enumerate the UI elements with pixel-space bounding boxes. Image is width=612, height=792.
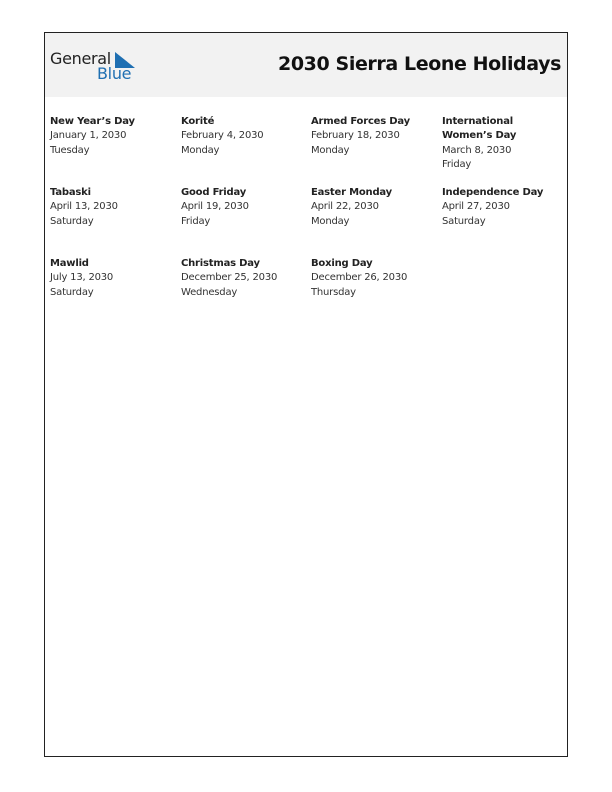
holiday-weekday: Monday bbox=[311, 215, 350, 227]
holiday-name: Tabaski bbox=[50, 187, 91, 198]
holiday-name: Korité bbox=[181, 116, 215, 127]
holiday-date: April 27, 2030 bbox=[442, 201, 510, 213]
holiday-item bbox=[311, 115, 435, 158]
holiday-item bbox=[50, 115, 174, 158]
holiday-date: February 4, 2030 bbox=[181, 130, 264, 142]
holiday-weekday: Saturday bbox=[442, 215, 486, 227]
holiday-name: Independence Day bbox=[442, 187, 544, 198]
holiday-date: April 19, 2030 bbox=[181, 201, 249, 213]
holiday-name: Christmas Day bbox=[181, 258, 260, 269]
holiday-weekday: Tuesday bbox=[50, 144, 90, 156]
holiday-weekday: Wednesday bbox=[181, 286, 238, 298]
holiday-date: February 18, 2030 bbox=[311, 130, 400, 142]
holiday-name: Good Friday bbox=[181, 187, 247, 198]
holiday-name: Easter Monday bbox=[311, 187, 392, 198]
holiday-weekday: Saturday bbox=[50, 215, 94, 227]
header-band bbox=[45, 33, 567, 97]
holiday-item bbox=[50, 186, 174, 229]
holiday-item bbox=[442, 115, 560, 172]
holiday-item bbox=[311, 257, 435, 300]
logo-word-general: General bbox=[50, 49, 111, 68]
holiday-date: April 22, 2030 bbox=[311, 201, 379, 213]
holiday-name: Armed Forces Day bbox=[311, 116, 410, 127]
holiday-item bbox=[311, 186, 435, 229]
holiday-name: Mawlid bbox=[50, 258, 89, 269]
holiday-weekday: Saturday bbox=[50, 286, 94, 298]
holiday-item bbox=[181, 115, 305, 158]
holiday-date: December 25, 2030 bbox=[181, 272, 278, 284]
holiday-date: July 13, 2030 bbox=[50, 272, 114, 284]
page-title: 2030 Sierra Leone Holidays bbox=[278, 53, 561, 75]
holiday-date: April 13, 2030 bbox=[50, 201, 118, 213]
holiday-name: Boxing Day bbox=[311, 258, 373, 269]
holiday-weekday: Friday bbox=[442, 158, 472, 170]
holiday-weekday: Friday bbox=[181, 215, 211, 227]
holiday-name: New Year’s Day bbox=[50, 116, 135, 127]
holiday-weekday: Monday bbox=[181, 144, 220, 156]
holiday-date: December 26, 2030 bbox=[311, 272, 408, 284]
logo-word-blue: Blue bbox=[97, 64, 132, 83]
holiday-date: March 8, 2030 bbox=[442, 144, 512, 156]
holiday-name: International Women’s Day bbox=[442, 116, 517, 142]
page-frame bbox=[44, 32, 568, 757]
holiday-weekday: Thursday bbox=[311, 286, 356, 298]
holiday-item bbox=[181, 186, 305, 229]
holiday-date: January 1, 2030 bbox=[50, 130, 127, 142]
holiday-item bbox=[442, 186, 560, 229]
holiday-item bbox=[181, 257, 305, 300]
holiday-weekday: Monday bbox=[311, 144, 350, 156]
generalblue-logo bbox=[50, 49, 140, 83]
holiday-item bbox=[50, 257, 174, 300]
